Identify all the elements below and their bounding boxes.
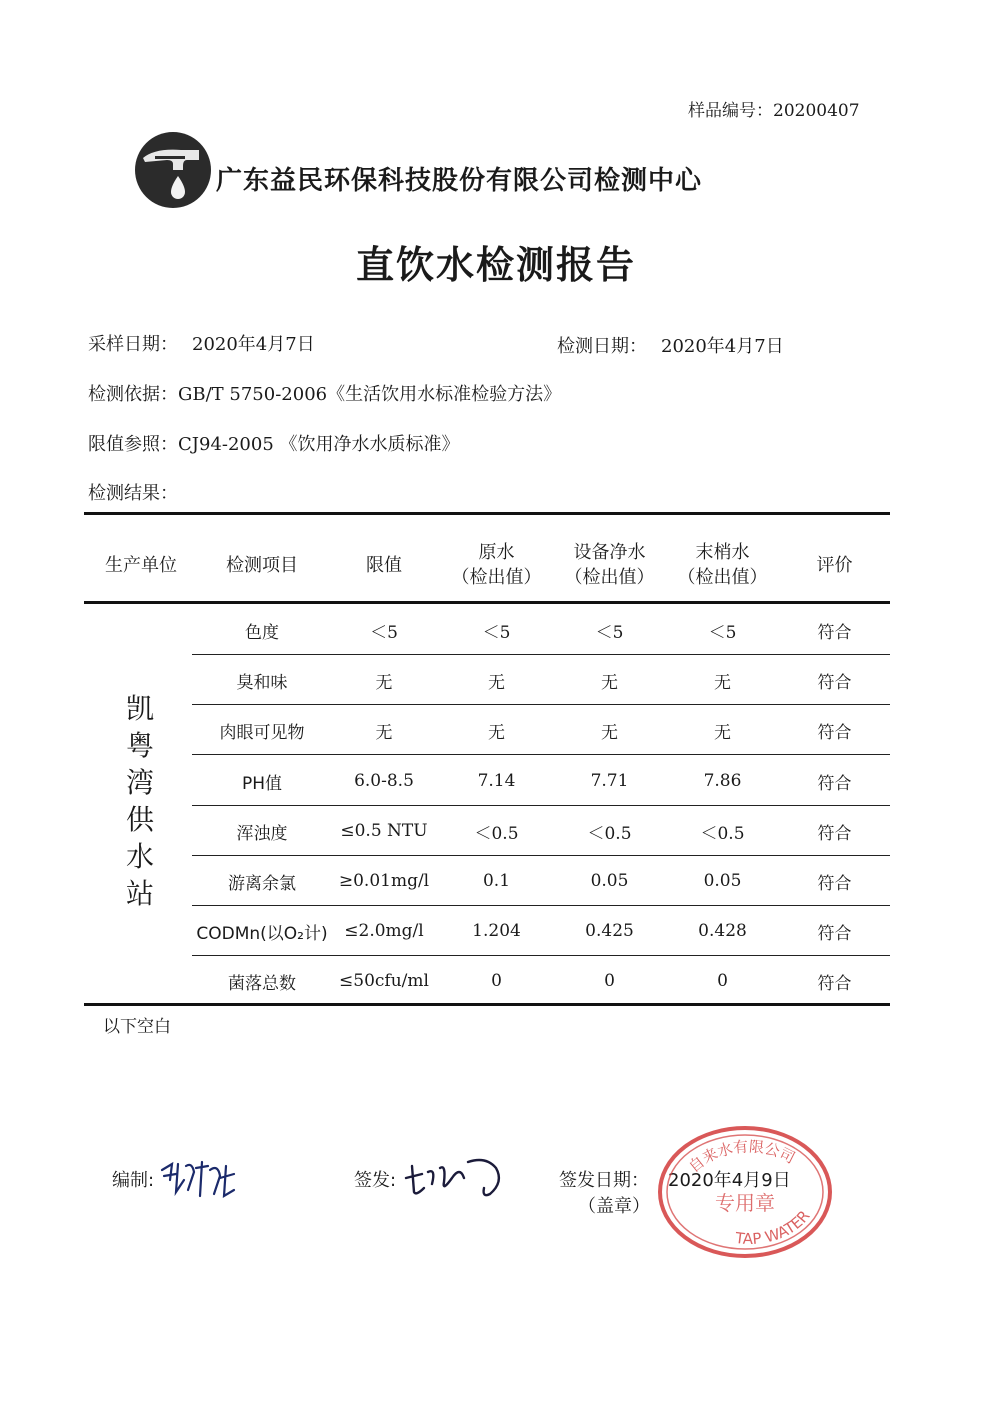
header-limit: 限值 [366, 554, 402, 576]
cell-limit: ≥0.01mg/l [338, 871, 430, 891]
cell-limit: ＜5 [370, 622, 398, 643]
company-name: 广东益民环保科技股份有限公司检测中心 [216, 166, 703, 196]
header-raw-water: 原水 （检出值） [451, 542, 542, 588]
cell-terminal-water: 0.428 [698, 921, 747, 941]
sampling-date-label: 采样日期： [88, 334, 178, 355]
results-heading-label: 检测结果： [88, 483, 178, 504]
test-basis-value: GB/T 5750-2006《生活饮用水标准检验方法》 [178, 384, 562, 405]
cell-evaluation: 符合 [817, 873, 852, 894]
cell-terminal-water: 无 [714, 722, 731, 743]
table-row [192, 806, 890, 856]
compiler-signature-icon [158, 1156, 238, 1204]
seal-note: （盖章） [578, 1196, 650, 1217]
cell-limit: 无 [375, 672, 393, 693]
cell-raw-water: ＜0.5 [474, 823, 519, 844]
issuer-label: 签发: [354, 1170, 397, 1191]
water-faucet-drop-logo-icon [133, 130, 213, 210]
stamp-center-text: 专用章 [715, 1191, 775, 1215]
table-row [192, 906, 890, 956]
cell-raw-water: 7.14 [477, 771, 516, 791]
cell-device-water: ＜5 [595, 622, 624, 643]
issuer-signature-icon [402, 1148, 512, 1204]
table-header-rule [84, 601, 890, 604]
sampling-date [88, 330, 315, 356]
svg-text:自来水有限公司 [685, 1137, 798, 1176]
header-evaluation: 评价 [816, 554, 853, 576]
cell-evaluation: 符合 [817, 923, 852, 944]
cell-limit: ≤50cfu/ml [339, 971, 429, 991]
cell-device-water: 无 [601, 722, 618, 743]
cell-device-water: 无 [601, 672, 618, 693]
blank-below-note: 以下空白 [103, 1017, 171, 1037]
sample-number [688, 96, 860, 121]
test-basis-label: 检测依据： [88, 384, 178, 405]
document-title: 直饮水检测报告 [355, 243, 636, 287]
row-divider [192, 754, 890, 756]
sample-number-value: 20200407 [773, 101, 860, 121]
production-unit-char: 粤 [125, 729, 154, 762]
cell-terminal-water: 无 [714, 672, 731, 693]
cell-item: 菌落总数 [228, 973, 296, 994]
production-unit-char: 凯 [125, 692, 154, 725]
cell-item: 浑浊度 [236, 823, 288, 844]
cell-raw-water: ＜5 [482, 622, 511, 643]
cell-item: 肉眼可见物 [219, 722, 305, 743]
production-unit-char: 供 [125, 803, 154, 836]
cell-raw-water: 0.1 [482, 871, 511, 891]
stamp-top-text: 自来水有限公司 [685, 1137, 798, 1177]
cell-item: PH值 [241, 773, 283, 794]
cell-evaluation: 符合 [817, 973, 852, 994]
issue-date-label: 签发日期： [559, 1170, 649, 1191]
cell-evaluation: 符合 [817, 773, 852, 794]
header-item: 检测项目 [226, 554, 298, 576]
cell-terminal-water: ＜5 [708, 622, 737, 643]
cell-limit: 6.0-8.5 [354, 771, 414, 791]
issue-date-value: 2020年4月9日 [668, 1170, 791, 1191]
cell-limit: ≤2.0mg/l [344, 921, 424, 941]
cell-raw-water: 无 [488, 722, 505, 743]
sampling-date-value: 2020年4月7日 [192, 334, 315, 355]
cell-evaluation: 符合 [817, 823, 852, 844]
stamp-bottom-text: TAP WATER [734, 1206, 814, 1248]
header-terminal-water: 末梢水 （检出值） [677, 542, 768, 588]
cell-device-water: 0 [604, 971, 615, 991]
limit-reference-value: CJ94-2005 《饮用净水水质标准》 [178, 434, 460, 455]
results-heading [88, 479, 178, 505]
compiled-by-label: 编制: [112, 1170, 155, 1191]
test-date-label: 检测日期： [557, 336, 647, 357]
limit-reference [88, 430, 460, 456]
test-date-value: 2020年4月7日 [661, 336, 784, 357]
cell-terminal-water: 0 [717, 971, 728, 991]
cell-raw-water: 无 [488, 672, 505, 693]
cell-raw-water: 1.204 [472, 921, 521, 941]
production-unit-char: 站 [125, 877, 154, 910]
company-seal-stamp-icon [650, 1118, 840, 1263]
table-row [192, 655, 890, 705]
header-unit: 生产单位 [105, 554, 177, 576]
header-device-water: 设备净水 （检出值） [564, 542, 655, 588]
cell-terminal-water: 0.05 [703, 871, 742, 891]
cell-item: CODMn(以O₂计) [196, 923, 328, 944]
production-unit-char: 湾 [125, 766, 154, 799]
cell-device-water: 0.425 [585, 921, 634, 941]
table-row [192, 605, 890, 655]
cell-evaluation: 符合 [817, 672, 852, 693]
cell-item: 臭和味 [236, 672, 288, 693]
cell-device-water: 7.71 [590, 771, 629, 791]
table-row [192, 756, 890, 806]
table-top-rule [84, 512, 890, 515]
cell-device-water: 0.05 [590, 871, 629, 891]
sample-number-label: 样品编号： [688, 101, 773, 121]
table-row [192, 705, 890, 755]
test-date [557, 332, 784, 358]
cell-terminal-water: ＜0.5 [700, 823, 745, 844]
cell-device-water: ＜0.5 [587, 823, 632, 844]
cell-item: 色度 [245, 622, 279, 643]
cell-item: 游离余氯 [228, 873, 296, 894]
cell-limit: ≤0.5 NTU [340, 821, 428, 841]
cell-evaluation: 符合 [817, 722, 852, 743]
cell-terminal-water: 7.86 [703, 771, 742, 791]
production-unit-name [100, 690, 180, 912]
table-row [192, 956, 890, 1006]
test-basis [88, 380, 561, 406]
production-unit-char: 水 [125, 840, 154, 873]
table-row [192, 856, 890, 906]
limit-reference-label: 限值参照： [88, 434, 178, 455]
cell-evaluation: 符合 [817, 622, 852, 643]
cell-limit: 无 [375, 722, 393, 743]
cell-raw-water: 0 [491, 971, 502, 991]
